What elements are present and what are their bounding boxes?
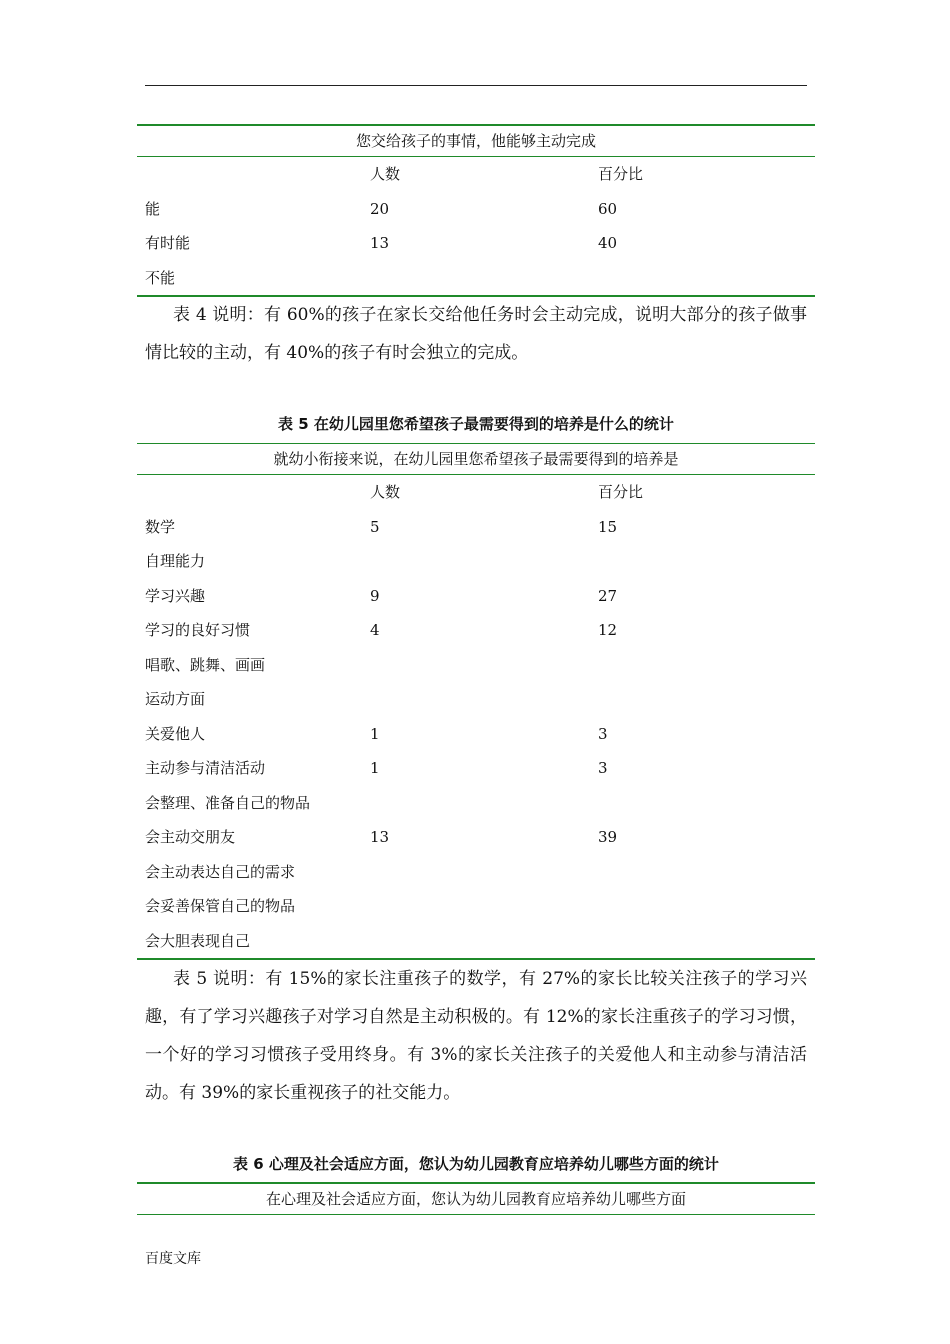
table-6-title: 表 6 心理及社会适应方面，您认为幼儿园教育应培养幼儿哪些方面的统计: [233, 1155, 719, 1173]
table-4-header-row: [137, 157, 815, 192]
table-5-title: 表 5 在幼儿园里您希望孩子最需要得到的培养是什么的统计: [278, 415, 674, 433]
column-header-count: 人数: [370, 483, 401, 501]
column-header-count: 人数: [370, 165, 401, 183]
table-6: [137, 1182, 815, 1215]
table-4-caption: 您交给孩子的事情，他能够主动完成: [137, 126, 815, 157]
table-5-note: 表 5 说明：有 15%的家长注重孩子的数学，有 27%的家长比较关注孩子的学习兴趣，有了学习兴趣孩子对学习自然是主动积极的。有 12%的家长注重孩子的学习习惯，一个好的学习习惯孩子受用终身。有 3%的家长关注孩子的关爱他人和主动参与清洁活动。有 39%的家长重视孩子的社交能力。: [145, 969, 807, 1103]
table-4: [137, 124, 815, 297]
column-header-percent: 百分比: [598, 483, 644, 501]
table-row: 运动方面: [145, 690, 206, 708]
table-row: 会整理、准备自己的物品: [145, 793, 311, 812]
table-row: 唱歌、跳舞、画画: [145, 655, 266, 674]
table-row: 主动参与清洁活动 1 3: [145, 759, 608, 777]
table-row: 有时能 13 40: [145, 234, 618, 252]
table-row: 关爱他人 1 3: [145, 724, 608, 743]
table-4-note: 表 4 说明：有 60%的孩子在家长交给他任务时会主动完成，说明大部分的孩子做事情比较的主动，有 40%的孩子有时会独立的完成。: [145, 305, 807, 363]
table-row: 会大胆表现自己: [145, 931, 251, 950]
table-row: 会主动交朋友 13 39: [145, 828, 618, 846]
table-row: 不能: [145, 268, 176, 287]
header-rule: [145, 85, 807, 86]
table-row: 自理能力: [145, 552, 206, 570]
table-row: 学习兴趣 9 27: [145, 586, 618, 605]
footer-brand: 百度文库: [145, 1251, 201, 1267]
table-row: 能 20 60: [145, 199, 618, 218]
table-5-caption: 就幼小衔接来说，在幼儿园里您希望孩子最需要得到的培养是: [137, 444, 815, 475]
table-6-caption: 在心理及社会适应方面，您认为幼儿园教育应培养幼儿哪些方面: [137, 1184, 815, 1215]
table-5: [137, 443, 815, 960]
table-5-header-row: [137, 475, 815, 510]
column-header-percent: 百分比: [598, 165, 644, 183]
table-row: 数学 5 15: [145, 517, 618, 536]
table-row: 学习的良好习惯 4 12: [145, 621, 618, 639]
table-row: 会妥善保管自己的物品: [145, 897, 296, 915]
table-row: 会主动表达自己的需求: [145, 862, 296, 881]
